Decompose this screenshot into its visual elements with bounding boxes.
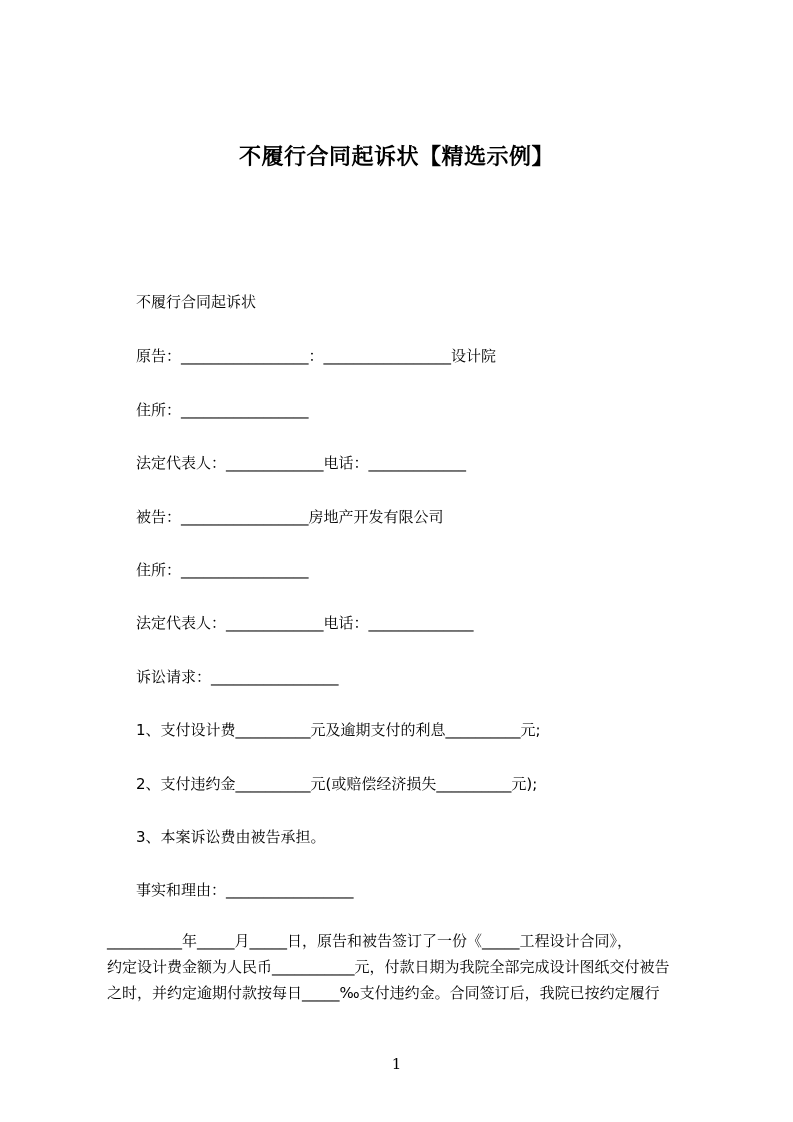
facts-paragraph [107, 928, 697, 1006]
claim-item-2: 2、支付违约金__________元(或赔偿经济损失__________元); [136, 775, 538, 793]
paragraph-line: 约定设计费金额为人民币___________元，付款日期为我院全部完成设计图纸交付被告 [107, 958, 670, 976]
paragraph-line: __________年_____月_____日，原告和被告签订了一份《_____工程设计合同》， [107, 932, 633, 950]
paragraph-line: 之时，并约定逾期付款按每日_____‰支付违约金。合同签订后，我院已按约定履行 [107, 984, 660, 1002]
defendant-line: 被告：_________________房地产开发有限公司 [136, 508, 444, 526]
claim-item-3: 3、本案诉讼费由被告承担。 [136, 828, 326, 846]
document-title: 不履行合同起诉状【精选示例】 [238, 145, 554, 170]
defendant-address-line: 住所：_________________ [136, 561, 309, 579]
facts-heading: 事实和理由：_________________ [136, 881, 354, 899]
plaintiff-representative-line: 法定代表人：_____________电话：_____________ [136, 454, 467, 472]
plaintiff-line: 原告：_________________：_________________设计院 [136, 347, 497, 365]
page-number: 1 [391, 1055, 402, 1073]
subtitle: 不履行合同起诉状 [136, 293, 257, 311]
claim-item-1: 1、支付设计费__________元及逾期支付的利息__________元; [136, 721, 541, 739]
plaintiff-address-line: 住所：_________________ [136, 401, 309, 419]
claims-heading: 诉讼请求：_________________ [136, 668, 339, 686]
defendant-representative-line: 法定代表人：_____________电话：______________ [136, 614, 474, 632]
